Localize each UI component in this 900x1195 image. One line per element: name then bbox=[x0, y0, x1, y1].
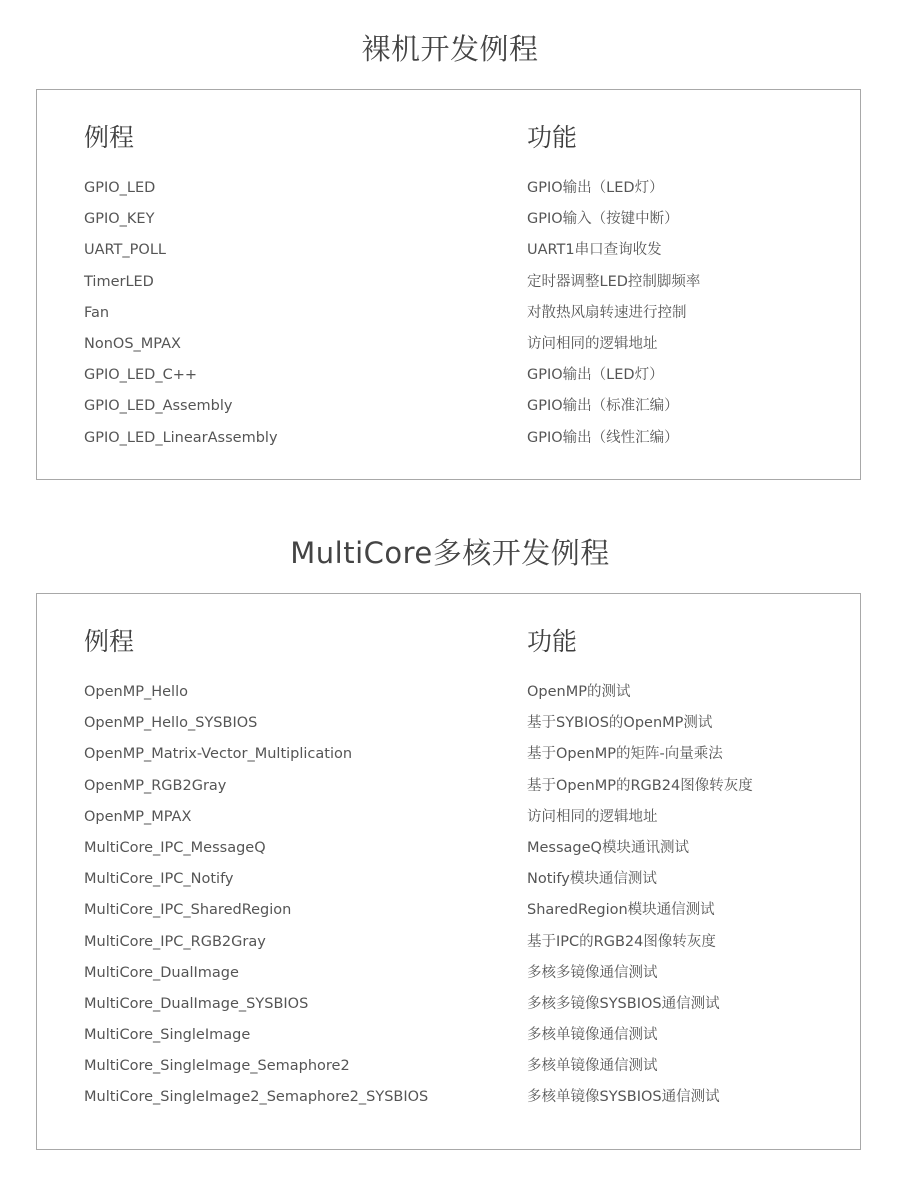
table-row bbox=[37, 995, 860, 1026]
column-header-example: 例程 bbox=[84, 627, 135, 656]
table-row bbox=[37, 429, 860, 460]
example-function: MessageQ模块通讯测试 bbox=[527, 839, 689, 856]
example-function: 多核多镜像SYSBIOS通信测试 bbox=[527, 995, 720, 1012]
example-function: 多核单镜像通信测试 bbox=[527, 1058, 658, 1075]
example-function: 定时器调整LED控制脚频率 bbox=[527, 273, 701, 290]
table-row bbox=[37, 808, 860, 839]
table-row bbox=[37, 745, 860, 776]
table-row bbox=[37, 933, 860, 964]
table-row bbox=[37, 714, 860, 745]
example-name: Fan bbox=[84, 304, 110, 321]
table-row bbox=[37, 397, 860, 428]
example-name: OpenMP_Hello_SYSBIOS bbox=[84, 715, 258, 732]
example-function: 对散热风扇转速进行控制 bbox=[527, 304, 687, 321]
column-header-example: 例程 bbox=[84, 123, 135, 152]
example-name: UART_POLL bbox=[84, 242, 166, 259]
example-name: OpenMP_Matrix-Vector_Multiplication bbox=[84, 746, 353, 763]
table-row bbox=[37, 335, 860, 366]
example-function: 访问相同的逻辑地址 bbox=[527, 335, 658, 352]
example-name: MultiCore_DualImage_SYSBIOS bbox=[84, 995, 309, 1012]
column-header-function: 功能 bbox=[527, 123, 578, 152]
section-title-multicore: MultiCore多核开发例程 bbox=[290, 536, 610, 570]
table-row bbox=[37, 366, 860, 397]
example-name: TimerLED bbox=[84, 273, 154, 290]
example-name: MultiCore_SingleImage_Semaphore2 bbox=[84, 1058, 350, 1075]
table-row bbox=[37, 964, 860, 995]
example-name: GPIO_LED bbox=[84, 180, 156, 196]
example-function: GPIO输出（标准汇编） bbox=[527, 398, 679, 415]
example-name: OpenMP_RGB2Gray bbox=[84, 777, 227, 794]
table-row bbox=[37, 683, 860, 714]
example-function: GPIO输入（按键中断） bbox=[527, 211, 679, 228]
example-name: GPIO_LED_Assembly bbox=[84, 398, 233, 415]
section-title-baremetal: 裸机开发例程 bbox=[361, 32, 539, 66]
example-name: MultiCore_IPC_Notify bbox=[84, 871, 234, 888]
table-row bbox=[37, 1057, 860, 1088]
example-function: 多核单镜像通信测试 bbox=[527, 1027, 658, 1044]
table-row bbox=[37, 901, 860, 932]
example-name: GPIO_KEY bbox=[84, 211, 155, 228]
table-row bbox=[37, 839, 860, 870]
example-function: OpenMP的测试 bbox=[527, 684, 631, 700]
baremetal-table bbox=[36, 89, 861, 480]
table-row bbox=[37, 1026, 860, 1057]
example-name: MultiCore_IPC_RGB2Gray bbox=[84, 933, 266, 950]
example-name: MultiCore_IPC_MessageQ bbox=[84, 839, 266, 856]
table-row bbox=[37, 777, 860, 808]
example-name: GPIO_LED_LinearAssembly bbox=[84, 429, 278, 446]
example-function: Notify模块通信测试 bbox=[527, 871, 657, 888]
example-function: GPIO输出（LED灯） bbox=[527, 367, 664, 384]
example-function: 多核多镜像通信测试 bbox=[527, 964, 658, 981]
example-name: MultiCore_SingleImage bbox=[84, 1027, 251, 1044]
example-name: GPIO_LED_C++ bbox=[84, 367, 197, 384]
example-function: 基于OpenMP的矩阵-向量乘法 bbox=[527, 746, 723, 763]
table-row bbox=[37, 304, 860, 335]
multicore-table bbox=[36, 593, 861, 1150]
example-function: 基于OpenMP的RGB24图像转灰度 bbox=[527, 777, 753, 794]
example-name: MultiCore_IPC_SharedRegion bbox=[84, 902, 292, 919]
table-row bbox=[37, 210, 860, 241]
example-function: 多核单镜像SYSBIOS通信测试 bbox=[527, 1089, 720, 1106]
column-header-function: 功能 bbox=[527, 627, 578, 656]
baremetal-rows bbox=[37, 179, 860, 460]
example-function: GPIO输出（线性汇编） bbox=[527, 429, 679, 446]
example-function: 基于IPC的RGB24图像转灰度 bbox=[527, 933, 716, 950]
table-row bbox=[37, 1088, 860, 1119]
example-name: OpenMP_MPAX bbox=[84, 808, 192, 825]
example-function: 访问相同的逻辑地址 bbox=[527, 808, 658, 825]
table-row bbox=[37, 179, 860, 210]
example-name: NonOS_MPAX bbox=[84, 335, 181, 352]
table-row bbox=[37, 870, 860, 901]
example-name: OpenMP_Hello bbox=[84, 684, 188, 700]
table-row bbox=[37, 241, 860, 272]
example-function: 基于SYBIOS的OpenMP测试 bbox=[527, 715, 713, 732]
multicore-rows bbox=[37, 683, 860, 1120]
example-function: UART1串口查询收发 bbox=[527, 242, 662, 259]
example-name: MultiCore_DualImage bbox=[84, 964, 239, 981]
example-function: GPIO输出（LED灯） bbox=[527, 180, 664, 196]
example-name: MultiCore_SingleImage2_Semaphore2_SYSBIOS bbox=[84, 1089, 429, 1106]
table-row bbox=[37, 273, 860, 304]
example-function: SharedRegion模块通信测试 bbox=[527, 902, 715, 919]
